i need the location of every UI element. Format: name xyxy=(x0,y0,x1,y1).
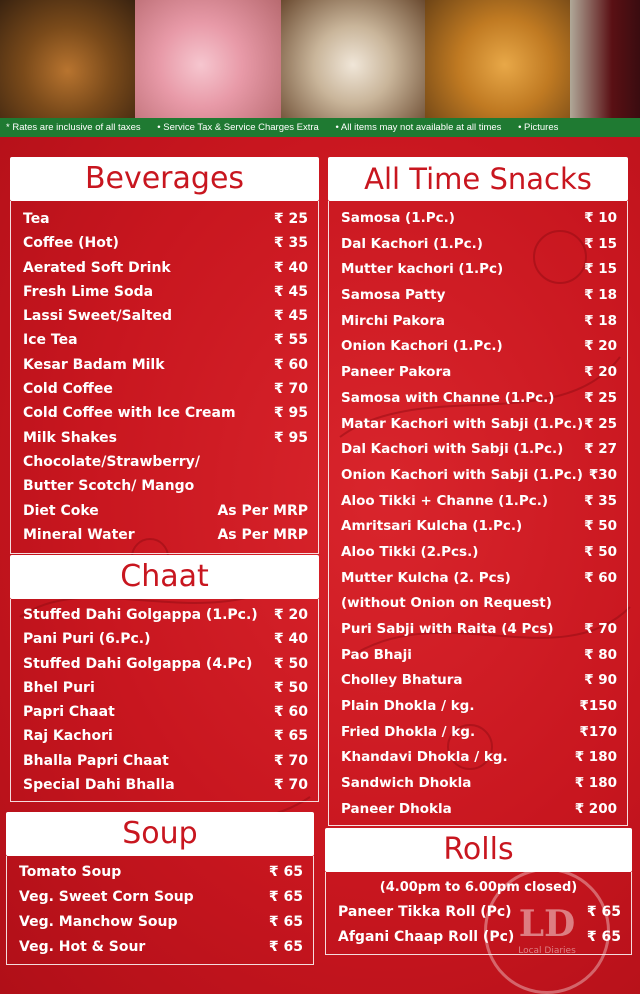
item-name: Coffee (Hot) xyxy=(23,235,119,252)
item-price: ₹ 65 xyxy=(268,939,303,955)
rolls-note: (4.00pm to 6.00pm closed) xyxy=(379,880,578,895)
menu-item xyxy=(329,566,627,592)
menu-item xyxy=(329,643,627,669)
menu-item xyxy=(11,207,318,231)
item-price: ₹ 25 xyxy=(273,211,308,227)
item-name: Samosa Patty xyxy=(341,287,446,304)
snacks-title: All Time Snacks xyxy=(328,157,628,201)
item-name: Raj Kachori xyxy=(23,728,113,745)
menu-item xyxy=(11,280,318,304)
beverages-section xyxy=(10,157,319,554)
photo-wrap xyxy=(0,0,135,118)
item-name: Cholley Bhatura xyxy=(341,672,463,689)
menu-item xyxy=(11,773,318,797)
item-price: ₹ 50 xyxy=(273,655,308,672)
item-name: Paneer Tikka Roll (Pc) xyxy=(338,904,512,920)
chaat-section xyxy=(10,555,319,802)
item-name: Aloo Tikki + Channe (1.Pc.) xyxy=(341,492,549,509)
item-name: Aloo Tikki (2.Pcs.) xyxy=(341,543,479,560)
item-name: Paneer Pakora xyxy=(341,364,452,381)
item-price: ₹ 65 xyxy=(268,889,303,905)
beverages-list xyxy=(10,201,319,554)
photo-ice-cream xyxy=(135,0,281,118)
item-name: Matar Kachori with Sabji (1.Pc.) xyxy=(341,415,584,432)
chaat-title: Chaat xyxy=(10,555,319,599)
item-name: Veg. Hot & Sour xyxy=(19,939,146,955)
item-price: ₹ 90 xyxy=(584,672,617,689)
item-name: Fried Dhokla / kg. xyxy=(341,723,476,740)
menu-item xyxy=(329,797,627,823)
menu-item xyxy=(11,603,318,627)
item-name: Mutter kachori (1.Pc) xyxy=(341,261,504,278)
item-price: ₹ 20 xyxy=(273,607,308,623)
menu-item xyxy=(329,386,627,412)
item-name: Onion Kachori (1.Pc.) xyxy=(341,338,503,355)
menu-item xyxy=(329,540,627,566)
menu-item xyxy=(329,206,627,232)
item-name: Tomato Soup xyxy=(19,864,122,880)
item-name: Mineral Water xyxy=(23,526,135,543)
menu-item xyxy=(329,257,627,283)
menu-item xyxy=(11,304,318,328)
item-price: ₹ 65 xyxy=(273,728,308,745)
menu-item xyxy=(11,523,318,547)
menu-item xyxy=(11,231,318,255)
item-name: Papri Chaat xyxy=(23,704,115,721)
chaat-list xyxy=(10,599,319,802)
item-price: ₹ 80 xyxy=(584,646,617,663)
item-name: Cold Coffee with Ice Cream xyxy=(23,405,236,422)
menu-item xyxy=(329,771,627,797)
item-name: Bhalla Papri Chaat xyxy=(23,752,169,769)
item-name: Pao Bhaji xyxy=(341,646,412,663)
disclaimer-taxes: * Rates are inclusive of all taxes xyxy=(6,122,141,133)
item-name: Mirchi Pakora xyxy=(341,312,445,329)
item-name: Khandavi Dhokla / kg. xyxy=(341,749,508,766)
item-price: ₹ 200 xyxy=(574,800,617,817)
item-price: ₹150 xyxy=(579,698,617,715)
item-price: ₹ 15 xyxy=(584,235,617,252)
item-name: Butter Scotch/ Mango xyxy=(23,478,195,495)
item-price: ₹ 25 xyxy=(584,389,617,406)
watermark-logo: LD xyxy=(518,903,576,945)
soup-section xyxy=(6,812,314,965)
item-price: ₹ 70 xyxy=(273,381,308,398)
item-price: ₹170 xyxy=(579,723,617,740)
menu-item xyxy=(11,256,318,280)
item-name: Amritsari Kulcha (1.Pc.) xyxy=(341,518,523,535)
item-name: Special Dahi Bhalla xyxy=(23,777,175,794)
item-name: Dal Kachori (1.Pc.) xyxy=(341,235,483,252)
menu-item xyxy=(11,627,318,651)
item-price: ₹ 35 xyxy=(273,235,308,252)
menu-item xyxy=(329,489,627,515)
item-name: Ice Tea xyxy=(23,332,78,349)
soup-title: Soup xyxy=(6,812,314,856)
item-price: ₹ 40 xyxy=(273,259,308,276)
item-name: Puri Sabji with Raita (4 Pcs) xyxy=(341,621,554,637)
menu-item xyxy=(11,474,318,498)
photo-samosa xyxy=(425,0,570,118)
menu-item xyxy=(11,652,318,676)
item-price: ₹ 50 xyxy=(584,518,617,535)
menu-item xyxy=(11,749,318,773)
item-price: ₹ 25 xyxy=(584,415,617,432)
item-name: Stuffed Dahi Golgappa (4.Pc) xyxy=(23,655,253,672)
menu-item xyxy=(11,450,318,474)
item-name: Pani Puri (6.Pc.) xyxy=(23,631,151,648)
item-name: Samosa (1.Pc.) xyxy=(341,210,455,226)
item-name: Sandwich Dhokla xyxy=(341,775,472,792)
photo-drink xyxy=(570,0,640,118)
item-price: ₹ 45 xyxy=(273,308,308,325)
item-name: Veg. Manchow Soup xyxy=(19,914,178,930)
item-name: Aerated Soft Drink xyxy=(23,259,171,276)
menu-item xyxy=(11,401,318,425)
item-price: ₹ 55 xyxy=(273,332,308,349)
item-name: Tea xyxy=(23,211,50,227)
item-price: ₹ 180 xyxy=(574,749,617,766)
item-name: Milk Shakes xyxy=(23,429,117,446)
item-price: ₹ 18 xyxy=(584,287,617,304)
item-name: Dal Kachori with Sabji (1.Pc.) xyxy=(341,441,564,458)
item-price: ₹ 180 xyxy=(574,775,617,792)
menu-item xyxy=(11,499,318,523)
item-price: ₹ 95 xyxy=(273,405,308,422)
item-name: Plain Dhokla / kg. xyxy=(341,698,475,715)
item-price: ₹ 70 xyxy=(273,752,308,769)
menu-item xyxy=(11,328,318,352)
menu-item xyxy=(329,617,627,643)
item-price: ₹ 50 xyxy=(584,543,617,560)
item-price: ₹ 20 xyxy=(584,338,617,355)
item-price: ₹ 60 xyxy=(584,569,617,586)
menu-item xyxy=(329,437,627,463)
item-name: Mutter Kulcha (2. Pcs) xyxy=(341,569,511,586)
menu-item xyxy=(11,724,318,748)
menu-item xyxy=(7,935,313,960)
menu-item xyxy=(329,232,627,258)
item-name: Paneer Dhokla xyxy=(341,800,452,817)
item-price: As Per MRP xyxy=(217,526,308,543)
watermark-text: Local Diaries xyxy=(518,946,576,956)
menu-item xyxy=(11,353,318,377)
menu-item xyxy=(329,309,627,335)
item-name: Samosa with Channe (1.Pc.) xyxy=(341,389,555,406)
item-name: Fresh Lime Soda xyxy=(23,283,154,300)
disclaimer-band xyxy=(0,118,640,137)
snacks-list xyxy=(328,201,628,826)
item-price: ₹ 18 xyxy=(584,312,617,329)
item-price: ₹ 70 xyxy=(584,621,617,637)
item-price: ₹ 20 xyxy=(584,364,617,381)
menu-item xyxy=(329,745,627,771)
item-name: Diet Coke xyxy=(23,502,99,519)
menu-item xyxy=(11,676,318,700)
disclaimer-availability: • All items may not available at all times xyxy=(335,122,502,133)
menu-item xyxy=(329,720,627,746)
item-price: ₹ 27 xyxy=(584,441,617,458)
menu-item xyxy=(7,885,313,910)
item-price: ₹ 10 xyxy=(584,210,617,226)
menu-item xyxy=(329,334,627,360)
menu-item xyxy=(329,591,627,617)
item-price: ₹ 35 xyxy=(584,492,617,509)
item-price: ₹ 65 xyxy=(586,904,621,920)
disclaimer-pictures: • Pictures xyxy=(518,122,559,133)
item-name: Cold Coffee xyxy=(23,381,113,398)
item-price: ₹ 65 xyxy=(586,929,621,945)
disclaimer-service: • Service Tax & Service Charges Extra xyxy=(157,122,319,133)
rolls-title: Rolls xyxy=(325,828,632,872)
item-price: As Per MRP xyxy=(217,502,308,519)
local-diaries-watermark xyxy=(484,868,610,994)
item-price: ₹ 60 xyxy=(273,356,308,373)
item-name: (without Onion on Request) xyxy=(341,595,552,612)
menu-item xyxy=(11,700,318,724)
menu-item xyxy=(11,377,318,401)
menu-item xyxy=(329,694,627,720)
snacks-section xyxy=(328,157,628,826)
menu-item xyxy=(7,910,313,935)
item-name: Afgani Chaap Roll (Pc) xyxy=(338,929,515,945)
menu-item xyxy=(7,860,313,885)
item-name: Chocolate/Strawberry/ xyxy=(23,453,200,470)
menu-item xyxy=(329,668,627,694)
menu-item xyxy=(329,463,627,489)
menu-item xyxy=(329,283,627,309)
item-name: Bhel Puri xyxy=(23,679,95,696)
item-name: Veg. Sweet Corn Soup xyxy=(19,889,194,905)
item-price: ₹ 70 xyxy=(273,777,308,794)
item-price: ₹ 65 xyxy=(268,864,303,880)
item-price: ₹30 xyxy=(588,466,617,483)
item-name: Stuffed Dahi Golgappa (1.Pc.) xyxy=(23,607,258,623)
photo-dahi-chaat xyxy=(281,0,425,118)
menu-item xyxy=(329,514,627,540)
item-price: ₹ 50 xyxy=(273,679,308,696)
food-photo-strip xyxy=(0,0,640,118)
menu-item xyxy=(329,412,627,438)
item-price: ₹ 60 xyxy=(273,704,308,721)
item-name: Lassi Sweet/Salted xyxy=(23,308,173,325)
menu-item xyxy=(11,426,318,450)
item-price: ₹ 95 xyxy=(273,429,308,446)
item-price: ₹ 45 xyxy=(273,283,308,300)
menu-item xyxy=(329,360,627,386)
beverages-title: Beverages xyxy=(10,157,319,201)
item-price: ₹ 65 xyxy=(268,914,303,930)
item-name: Onion Kachori with Sabji (1.Pc.) xyxy=(341,466,583,483)
item-price: ₹ 40 xyxy=(273,631,308,648)
item-price: ₹ 15 xyxy=(584,261,617,278)
soup-list xyxy=(6,856,314,965)
item-name: Kesar Badam Milk xyxy=(23,356,165,373)
